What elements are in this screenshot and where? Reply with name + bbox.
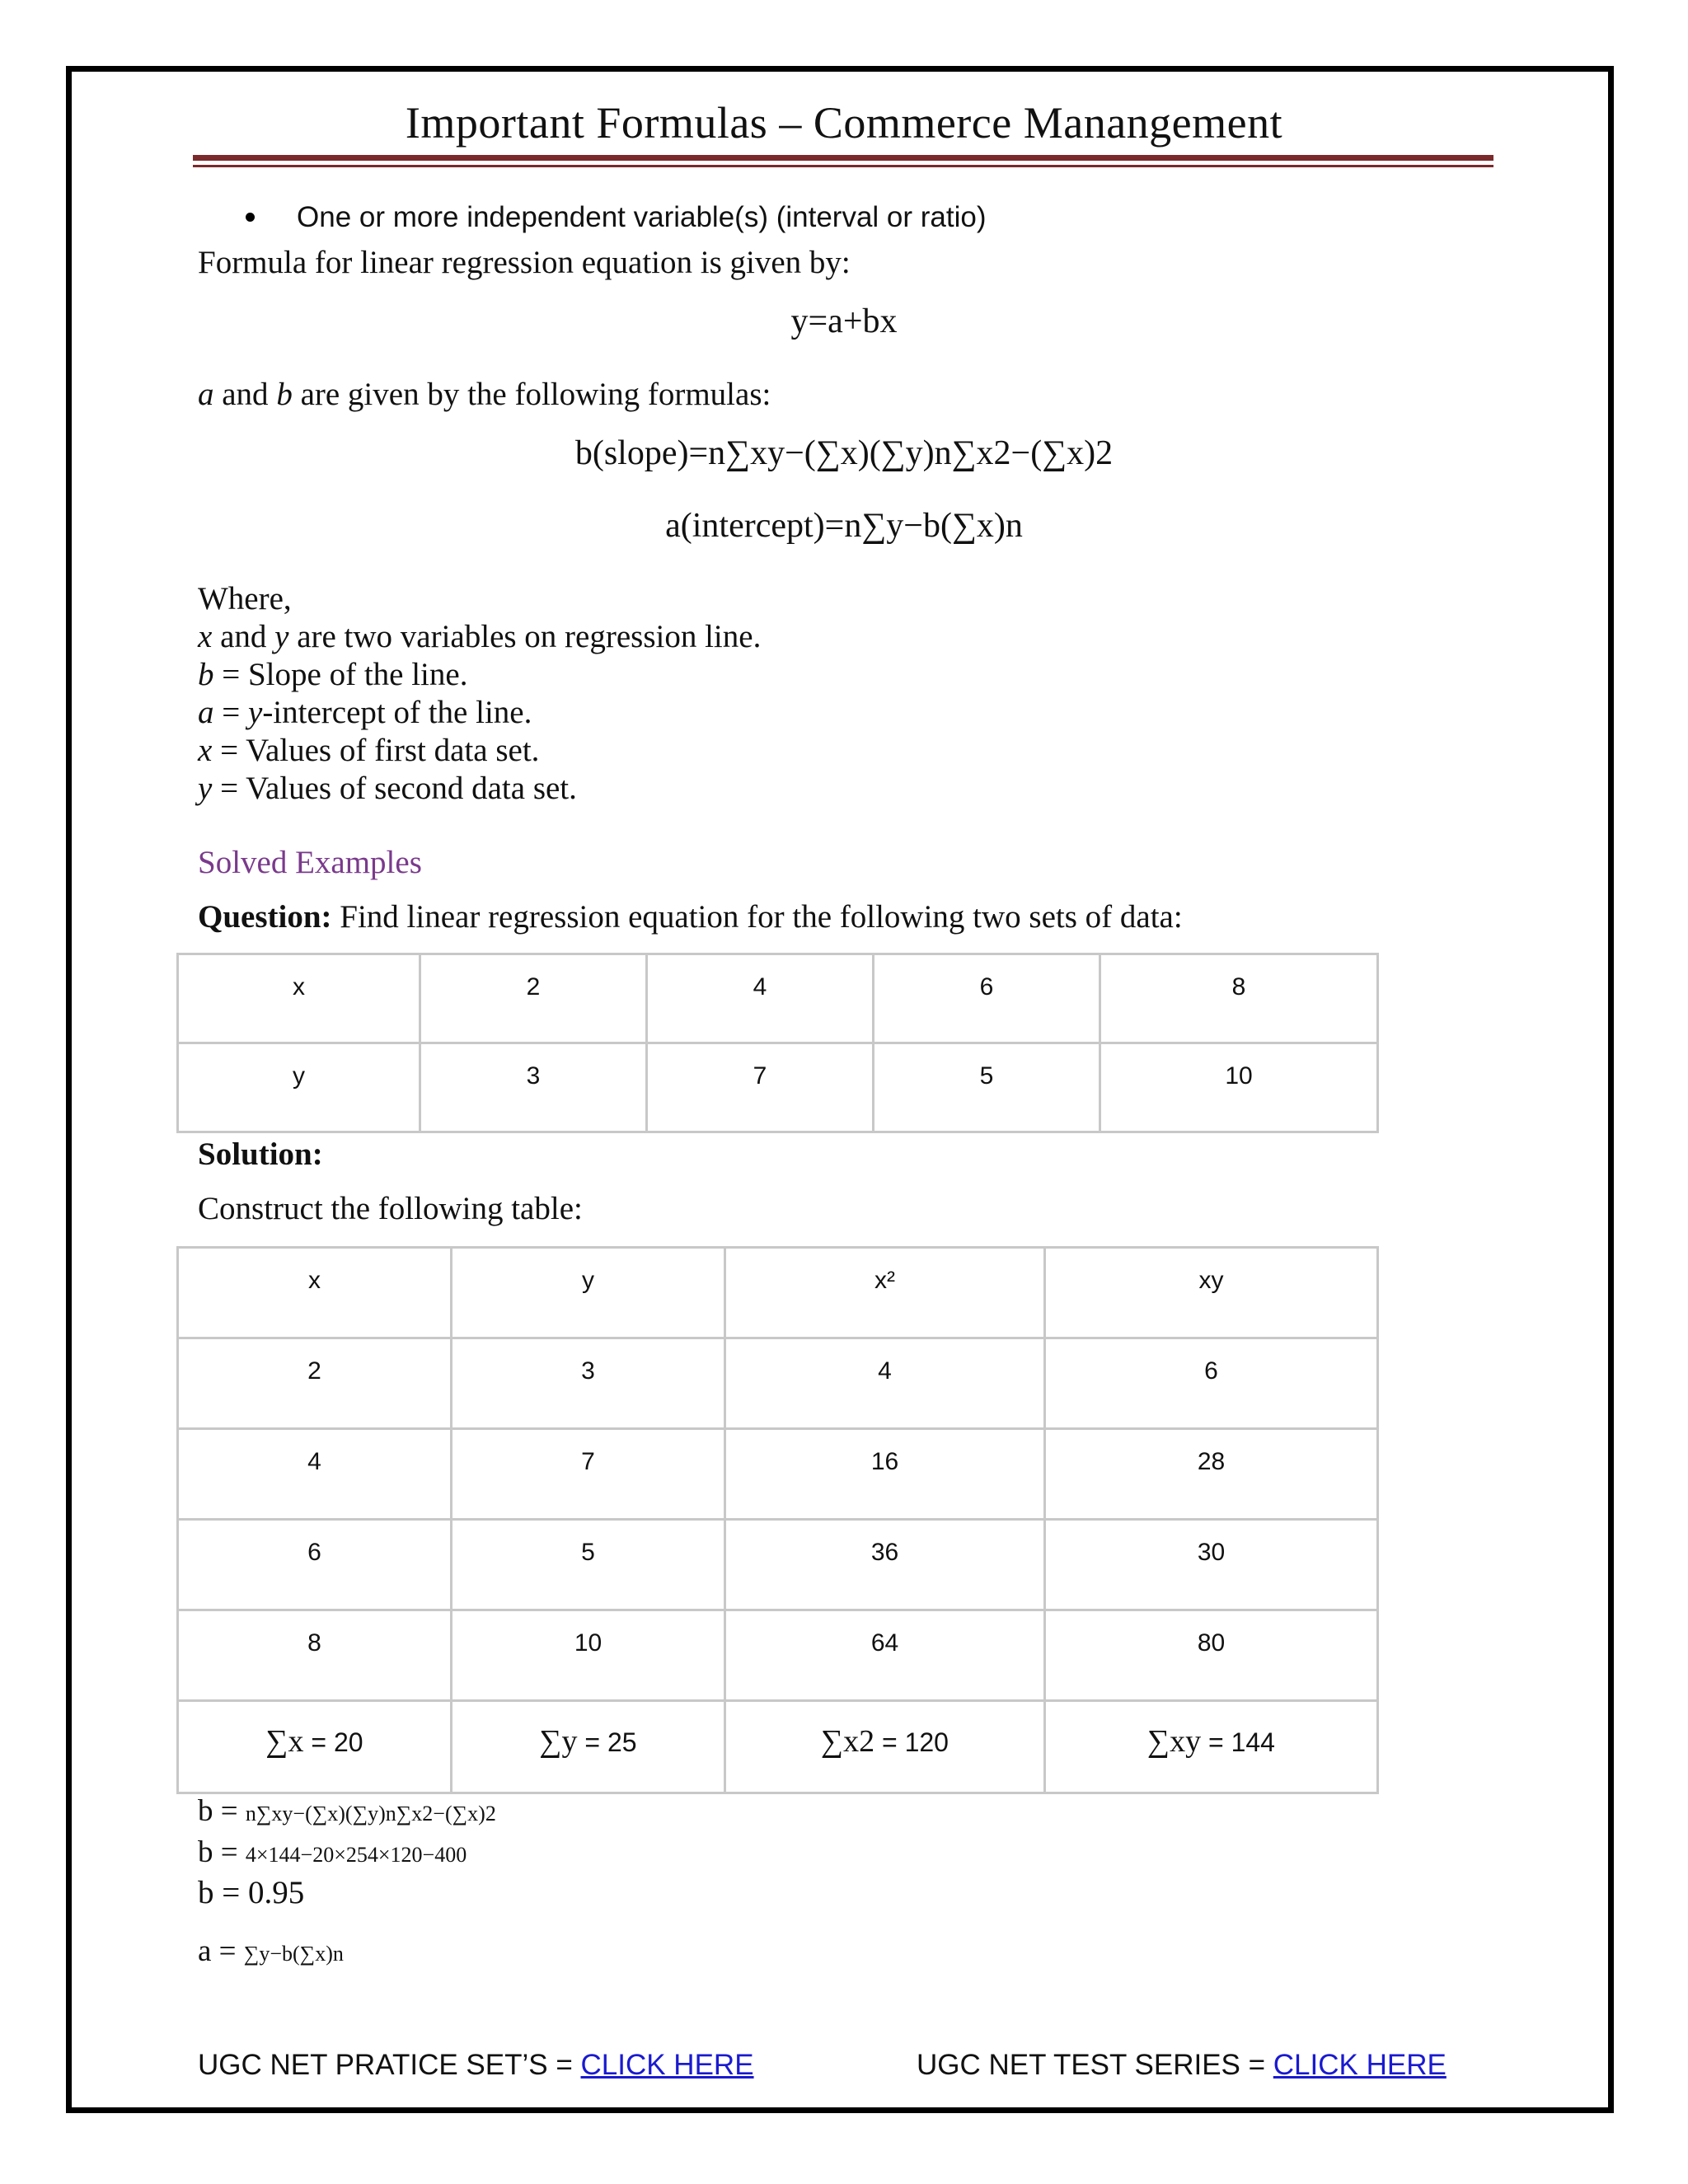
table-row xyxy=(178,1610,1378,1701)
table-row xyxy=(178,1429,1378,1520)
regression-equation: y=a+bx xyxy=(790,302,898,340)
practice-set-link[interactable]: CLICK HERE xyxy=(580,2049,754,2081)
sum-cell: ∑x = 20 xyxy=(178,1701,452,1793)
table-cell: 2 xyxy=(178,1338,452,1429)
symbol-a: a xyxy=(198,377,214,412)
where-label: Where, xyxy=(198,581,292,616)
question-label: Question: xyxy=(198,899,332,935)
table-cell: 7 xyxy=(647,1043,874,1132)
table-header: y xyxy=(452,1248,725,1338)
question-text: Find linear regression equation for the following two sets of data: xyxy=(331,899,1183,935)
ab-intro: a and b are given by the following formulas: xyxy=(198,377,771,412)
table-cell: 36 xyxy=(725,1520,1045,1610)
table-cell: 7 xyxy=(452,1429,725,1520)
intercept-formula: a(intercept)=n∑y−b(∑x)n xyxy=(665,507,1023,545)
table-cell: 6 xyxy=(178,1520,452,1610)
table-cell: 64 xyxy=(725,1610,1045,1701)
where-line-5: y = Values of second data set. xyxy=(198,771,577,806)
sum-cell: ∑x2 = 120 xyxy=(725,1701,1045,1793)
step-b-formula: b = n∑xy−(∑x)(∑y)n∑x2−(∑x)2 xyxy=(198,1794,496,1828)
table-cell: 4 xyxy=(725,1338,1045,1429)
table-header: x² xyxy=(725,1248,1045,1338)
table-cell: 80 xyxy=(1045,1610,1378,1701)
calc-table xyxy=(176,1246,1379,1794)
title-rule xyxy=(193,155,1493,161)
table-cell: 6 xyxy=(874,954,1100,1043)
construct-text: Construct the following table: xyxy=(198,1191,583,1226)
page-title: Important Formulas – Commerce Manangement xyxy=(405,98,1283,148)
table-cell: 30 xyxy=(1045,1520,1378,1610)
solved-examples-heading: Solved Examples xyxy=(198,845,422,880)
solution-label: Solution: xyxy=(198,1137,323,1172)
table-header: x xyxy=(178,1248,452,1338)
table-cell: 4 xyxy=(647,954,874,1043)
where-line-1: x and y are two variables on regression line. xyxy=(198,619,762,654)
table-cell: 6 xyxy=(1045,1338,1378,1429)
sum-cell: ∑y = 25 xyxy=(452,1701,725,1793)
footer-test-series: UGC NET TEST SERIES = CLICK HERE xyxy=(917,2049,1447,2081)
table-row xyxy=(178,1520,1378,1610)
title-rule-thin xyxy=(193,165,1493,167)
footer-practice-sets: UGC NET PRATICE SET’S = CLICK HERE xyxy=(198,2049,754,2081)
bullet-text: One or more independent variable(s) (interval or ratio) xyxy=(297,201,987,233)
table-row xyxy=(178,1338,1378,1429)
intro-text: Formula for linear regression equation is given by: xyxy=(198,245,851,280)
table-cell: 3 xyxy=(452,1338,725,1429)
table-cell: y xyxy=(178,1043,420,1132)
step-b-substitution: b = 4×144−20×254×120−400 xyxy=(198,1835,467,1869)
table-cell: 4 xyxy=(178,1429,452,1520)
table-cell: 10 xyxy=(1100,1043,1378,1132)
sum-cell: ∑xy = 144 xyxy=(1045,1701,1378,1793)
where-line-4: x = Values of first data set. xyxy=(198,733,540,768)
table-cell: 10 xyxy=(452,1610,725,1701)
table-cell: 16 xyxy=(725,1429,1045,1520)
data-table xyxy=(176,953,1379,1133)
table-header: xy xyxy=(1045,1248,1378,1338)
table-cell: 8 xyxy=(178,1610,452,1701)
slope-formula: b(slope)=n∑xy−(∑x)(∑y)n∑x2−(∑x)2 xyxy=(574,434,1114,472)
test-series-link[interactable]: CLICK HERE xyxy=(1273,2049,1447,2081)
table-cell: 8 xyxy=(1100,954,1378,1043)
bullet-icon xyxy=(246,213,255,222)
sum-row xyxy=(178,1701,1378,1793)
table-cell: 5 xyxy=(452,1520,725,1610)
table-cell: 5 xyxy=(874,1043,1100,1132)
table-cell: 3 xyxy=(420,1043,647,1132)
table-cell: 28 xyxy=(1045,1429,1378,1520)
where-line-2: b = Slope of the line. xyxy=(198,657,468,692)
table-cell: 2 xyxy=(420,954,647,1043)
step-b-result: b = 0.95 xyxy=(198,1875,305,1910)
question xyxy=(198,898,1183,935)
symbol-b: b xyxy=(276,377,293,412)
table-cell: x xyxy=(178,954,420,1043)
step-a-formula: a = ∑y−b(∑x)n xyxy=(198,1934,344,1968)
where-line-3: a = y-intercept of the line. xyxy=(198,695,532,730)
